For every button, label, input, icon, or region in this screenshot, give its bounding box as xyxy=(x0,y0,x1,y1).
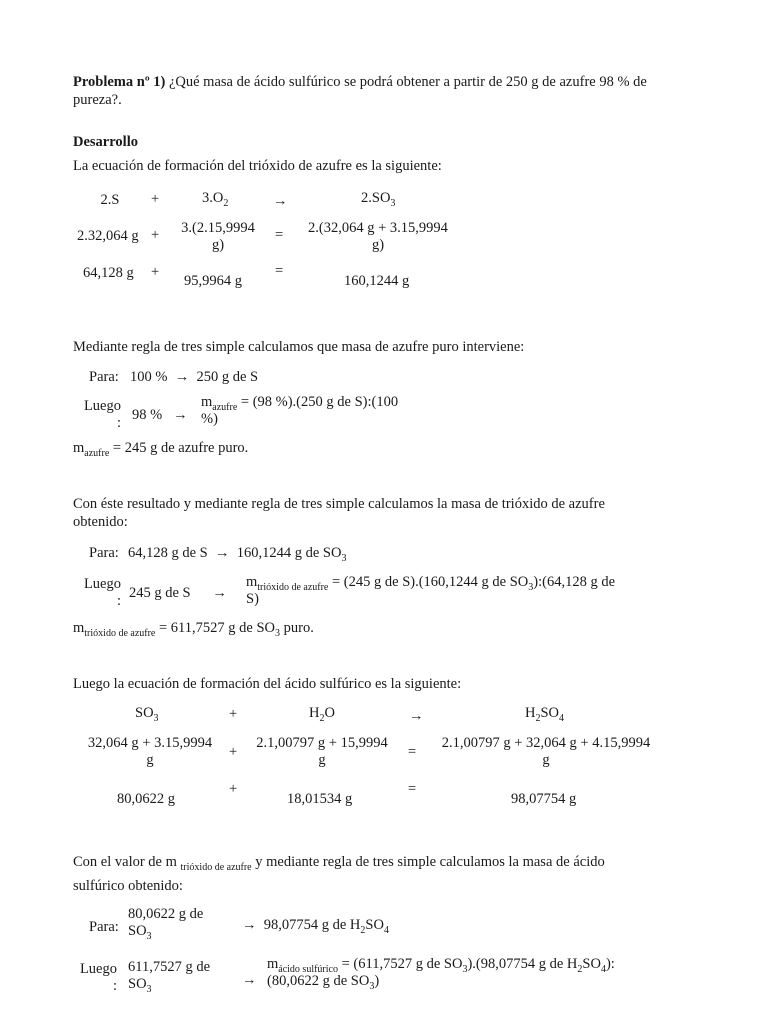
problem-question: ¿Qué masa de ácido sulfúrico se podrá obtener a partir de 250 g de azufre 98 % de xyxy=(168,74,647,90)
intro-text: Luego la ecuación de formación del ácido sulfúrico es la siguiente: xyxy=(73,676,462,692)
eq1-total-o2: 95,9964 g xyxy=(184,273,242,289)
calc2-para: Para: xyxy=(89,545,119,561)
eq1-arrow: → xyxy=(273,193,288,209)
calc3-value: 611,7527 g de $SO_3$ xyxy=(128,959,211,995)
eq1-total-so3: 160,1244 g xyxy=(344,273,410,289)
eq2-mass-h2o: 2.1,00797 g + 15,9994 g xyxy=(256,735,388,768)
calc2-luego: Luego : xyxy=(83,576,121,609)
calc3-formula: $m_{ácido sulfúrico} = (611,7527$ g de $SO_3).(98,07754$ g de $H_2SO_4$): (80,0622 g de $SO_3$) xyxy=(267,956,615,992)
eq2-arrow: → xyxy=(409,708,424,724)
calc1-para: Para: xyxy=(89,369,119,385)
eq2-reactant-h2o: $H_2O$ xyxy=(309,705,335,724)
eq1-reactant-o2: $3.O_2$ xyxy=(202,190,229,209)
problem-statement xyxy=(73,74,647,91)
eq1-reactant-s: 2.S xyxy=(100,192,120,208)
intro-text: Con el valor de m $_{trióxido de azufre}$ y mediante regla de tres simple calculamos la masa de ácido xyxy=(73,854,605,873)
eq2-mass-so3: 32,064 g + 3.15,9994 g xyxy=(87,735,213,768)
intro-text-cont: sulfúrico obtenido: xyxy=(73,878,183,894)
section-heading: Desarrollo xyxy=(73,134,138,150)
intro-text-cont: obtenido: xyxy=(73,514,128,530)
eq1-plus: + xyxy=(151,191,160,207)
eq1-mass-o2: 3.(2.15,9994 g) xyxy=(181,220,255,253)
eq2-reactant-so3: $SO_3$ xyxy=(135,705,159,724)
eq2-mass-h2so4: 2.1,00797 g + 32,064 g + 4.15,9994 g xyxy=(441,735,651,768)
calc3-para: Para: xyxy=(89,919,119,935)
eq1-total-s: 64,128 g xyxy=(83,265,134,281)
eq2-product-h2so4: $H_2SO_4$ xyxy=(525,705,565,724)
calc3-given-result: → 98,07754 g de $H_2SO_4$ xyxy=(242,917,389,936)
result-so3: $m_{trióxido de azufre} = 611,7527$ g de $SO_3$ puro. xyxy=(73,620,314,639)
eq1-product-so3: $2.SO_3$ xyxy=(361,190,396,209)
eq2-plus: + xyxy=(229,781,238,797)
calc2-formula: $m_{trióxido de azufre} = (245$ g de S).(160,1244 g de $SO_3):(64,128$ g de S) xyxy=(246,574,616,607)
problem-question-cont: pureza?. xyxy=(73,92,122,108)
intro-text: La ecuación de formación del trióxido de azufre es la siguiente: xyxy=(73,158,442,174)
eq2-equals: = xyxy=(408,781,417,797)
eq1-equals: = xyxy=(275,263,284,279)
calc3-luego: Luego : xyxy=(79,961,117,994)
eq2-total-so3: 80,0622 g xyxy=(117,791,175,807)
problem-label: Problema nº 1) xyxy=(73,74,166,90)
calc3-arrow: → xyxy=(242,972,257,988)
eq1-mass-so3: 2.(32,064 g + 3.15,9994 g) xyxy=(308,220,448,253)
eq1-plus: + xyxy=(151,227,160,243)
calc2-given: 64,128 g de S → 160,1244 g de $SO_3$ xyxy=(128,545,347,564)
eq1-mass-s: 2.32,064 g xyxy=(77,228,139,244)
calc2-value: 245 g de S → xyxy=(129,585,227,601)
calc3-given: 80,0622 g de $SO_3$ xyxy=(128,906,204,942)
eq2-equals: = xyxy=(408,744,417,760)
calc1-given: 100 % → 250 g de S xyxy=(130,369,259,385)
eq2-total-h2o: 18,01534 g xyxy=(287,791,353,807)
eq1-plus: + xyxy=(151,264,160,280)
eq2-plus: + xyxy=(229,706,238,722)
calc1-luego: Luego : xyxy=(83,398,121,431)
eq2-plus: + xyxy=(229,744,238,760)
result-azufre: $m_{azufre} = 245$ g de azufre puro. xyxy=(73,440,249,459)
intro-text: Mediante regla de tres simple calculamos que masa de azufre puro interviene: xyxy=(73,339,525,355)
eq2-total-h2so4: 98,07754 g xyxy=(511,791,577,807)
eq1-equals: = xyxy=(275,227,284,243)
calc1-value: 98 % → xyxy=(132,407,188,423)
intro-text: Con éste resultado y mediante regla de tres simple calculamos la masa de trióxido de azufre xyxy=(73,496,605,512)
calc1-formula: $m_{azufre} = (98$ %).(250 g de S):(100 %) xyxy=(201,394,399,427)
